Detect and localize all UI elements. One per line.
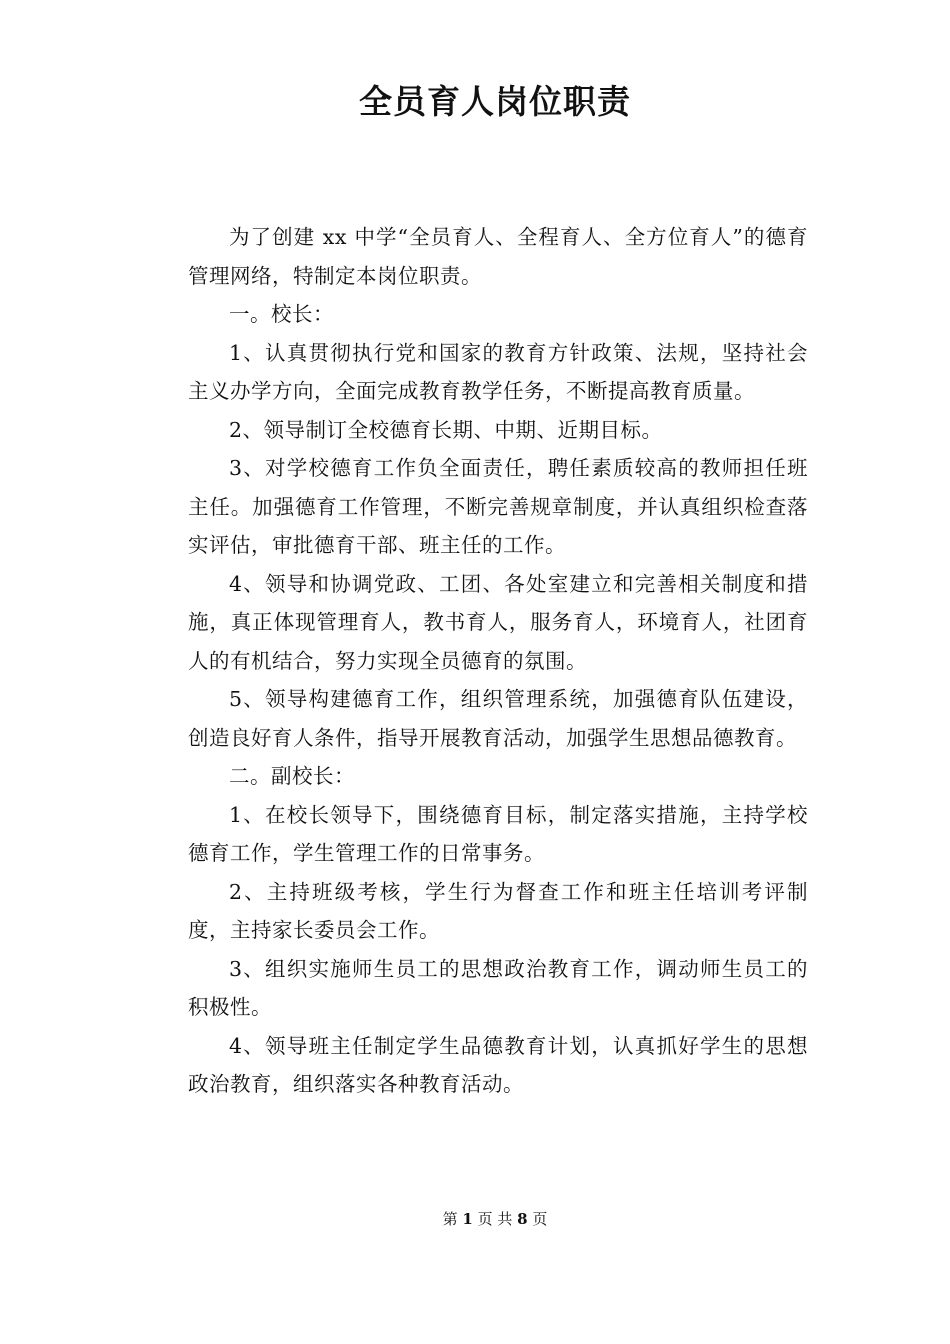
principal-duty-3: 3、对学校德育工作负全面责任，聘任素质较高的教师担任班主任。加强德育工作管理，不断完善规章制度，并认真组织检查落实评估，审批德育干部、班主任的工作。 xyxy=(188,456,808,557)
document-body xyxy=(188,218,808,1104)
document-title: 全员育人岗位职责 xyxy=(359,82,631,121)
intro-paragraph: 为了创建 xx 中学“全员育人、全程育人、全方位育人”的德育管理网络，特制定本岗位职责。 xyxy=(188,225,808,288)
current-page-number: 1 xyxy=(462,1210,473,1228)
vice-principal-duty-1: 1、在校长领导下，围绕德育目标，制定落实措施，主持学校德育工作，学生管理工作的日常事务。 xyxy=(188,802,808,865)
footer-suffix: 页 xyxy=(532,1210,548,1228)
footer-prefix: 第 xyxy=(442,1210,458,1228)
vice-principal-duty-3: 3、组织实施师生员工的思想政治教育工作，调动师生员工的积极性。 xyxy=(188,956,808,1019)
principal-duty-4: 4、领导和协调党政、工团、各处室建立和完善相关制度和措施，真正体现管理育人，教书育人，服务育人，环境育人，社团育人的有机结合，努力实现全员德育的氛围。 xyxy=(188,571,808,673)
section-heading-vice-principal: 二。副校长： xyxy=(229,764,355,788)
principal-duty-2: 2、领导制订全校德育长期、中期、近期目标。 xyxy=(229,417,663,442)
section-heading-principal: 一。校长： xyxy=(229,302,334,326)
vice-principal-duty-4: 4、领导班主任制定学生品德教育计划，认真抓好学生的思想政治教育，组织落实各种教育活动。 xyxy=(188,1033,808,1096)
vice-principal-duty-2: 2、主持班级考核，学生行为督查工作和班主任培训考评制度，主持家长委员会工作。 xyxy=(188,879,808,942)
principal-duty-1: 1、认真贯彻执行党和国家的教育方针政策、法规，坚持社会主义办学方向，全面完成教育教学任务，不断提高教育质量。 xyxy=(188,340,808,403)
page-footer xyxy=(0,1208,950,1230)
principal-duty-5: 5、领导构建德育工作，组织管理系统，加强德育队伍建设，创造良好育人条件，指导开展教育活动，加强学生思想品德教育。 xyxy=(188,687,808,750)
total-pages-number: 8 xyxy=(517,1210,528,1228)
footer-middle: 页 共 xyxy=(477,1210,513,1228)
